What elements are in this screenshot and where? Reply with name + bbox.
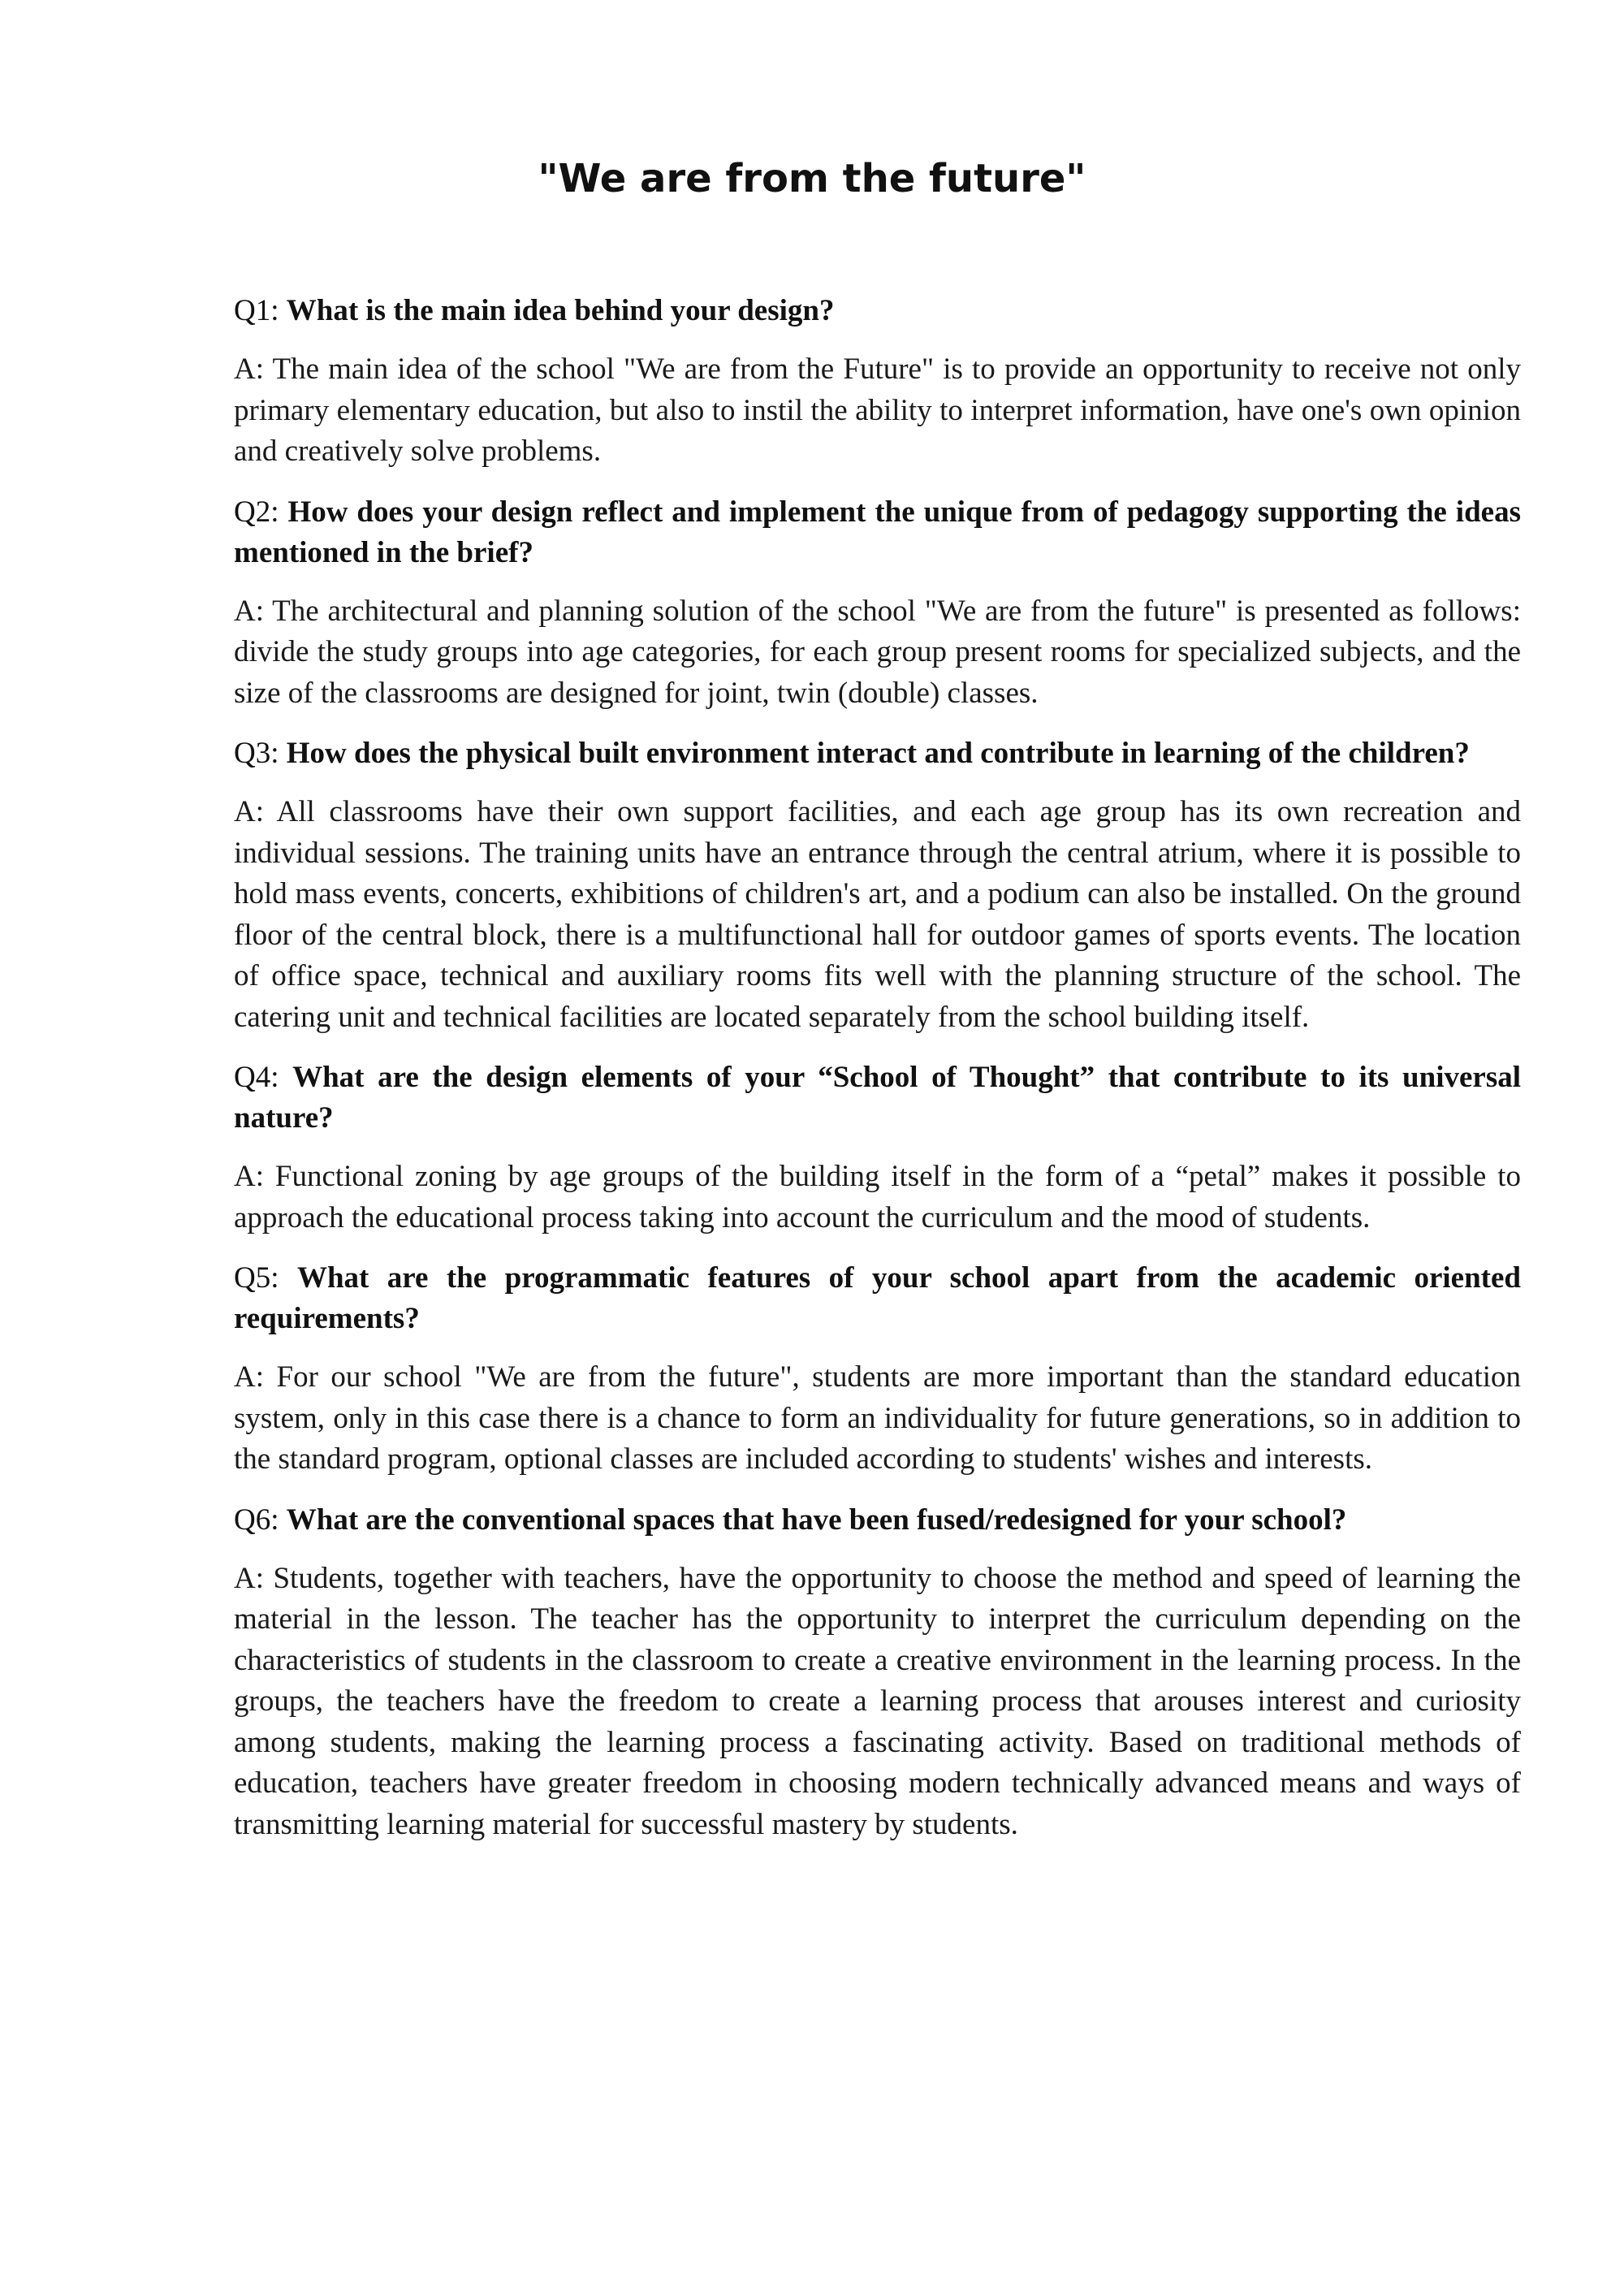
- document-title: "We are from the future": [538, 156, 1086, 201]
- answer-5: A: For our school "We are from the future", students are more important than the standard education system, only in this case there is a chance to form an individuality for future generations, so in addition to the standard program, optional classes are included according to students' wishes and interests.: [234, 1360, 1521, 1476]
- question-text: How does your design reflect and implement the unique from of pedagogy supporting the ideas mentioned in the brief?: [234, 495, 1521, 569]
- question-1: [234, 291, 1521, 331]
- question-4: [234, 1057, 1521, 1139]
- question-number: Q6:: [234, 1503, 279, 1537]
- qa-item-2: [234, 492, 1521, 715]
- question-3: [234, 733, 1521, 774]
- answer-4: A: Functional zoning by age groups of the building itself in the form of a “petal” makes it possible to approach the educational process taking into account the curriculum and the mood of students.: [234, 1160, 1521, 1234]
- qa-item-3: [234, 733, 1521, 1038]
- question-text: What are the design elements of your “School of Thought” that contribute to its universal nature?: [234, 1061, 1521, 1135]
- question-number: Q1:: [234, 294, 279, 327]
- question-text: What are the conventional spaces that have been fused/redesigned for your school?: [286, 1503, 1347, 1537]
- question-text: What are the programmatic features of your school apart from the academic oriented requirements?: [234, 1261, 1522, 1335]
- question-text: How does the physical built environment interact and contribute in learning of the children?: [286, 737, 1470, 770]
- qa-item-5: [234, 1258, 1521, 1481]
- question-2: [234, 492, 1521, 573]
- answer-6: A: Students, together with teachers, have the opportunity to choose the method and speed of learning the material in the lesson. The teacher has the opportunity to interpret the curriculum depending on the characteristics of students in the classroom to create a creative environment in the learning process. In the groups, the teachers have the freedom to create a learning process that arouses interest and curiosity among students, making the learning process a fascinating activity. Based on traditional methods of education, teachers have greater freedom in choosing modern technically advanced means and ways of transmitting learning material for successful mastery by students.: [234, 1561, 1521, 1841]
- qa-list: [234, 291, 1521, 1865]
- qa-item-6: [234, 1500, 1521, 1846]
- qa-item-4: [234, 1057, 1521, 1239]
- question-6: [234, 1500, 1521, 1541]
- answer-1: A: The main idea of the school "We are from the Future" is to provide an opportunity to receive not only primary elementary education, but also to instil the ability to interpret information, have one's own opinion and creatively solve problems.: [234, 352, 1521, 468]
- answer-3: A: All classrooms have their own support facilities, and each age group has its own recreation and individual sessions. The training units have an entrance through the central atrium, where it is possible to hold mass events, concerts, exhibitions of children's art, and a podium can also be installed. On the ground floor of the central block, there is a multifunctional hall for outdoor games of sports events. The location of office space, technical and auxiliary rooms fits well with the planning structure of the school. The catering unit and technical facilities are located separately from the school building itself.: [234, 795, 1521, 1034]
- question-number: Q3:: [234, 737, 279, 770]
- answer-2: A: The architectural and planning solution of the school "We are from the future" is presented as follows: divide the study groups into age categories, for each group present rooms for specialized subjects, and the size of the classrooms are designed for joint, twin (double) classes.: [234, 594, 1521, 710]
- question-number: Q4:: [234, 1061, 279, 1094]
- question-number: Q5:: [234, 1261, 279, 1295]
- question-text: What is the main idea behind your design?: [286, 294, 835, 327]
- question-5: [234, 1258, 1521, 1339]
- question-number: Q2:: [234, 495, 279, 529]
- qa-item-1: [234, 291, 1521, 473]
